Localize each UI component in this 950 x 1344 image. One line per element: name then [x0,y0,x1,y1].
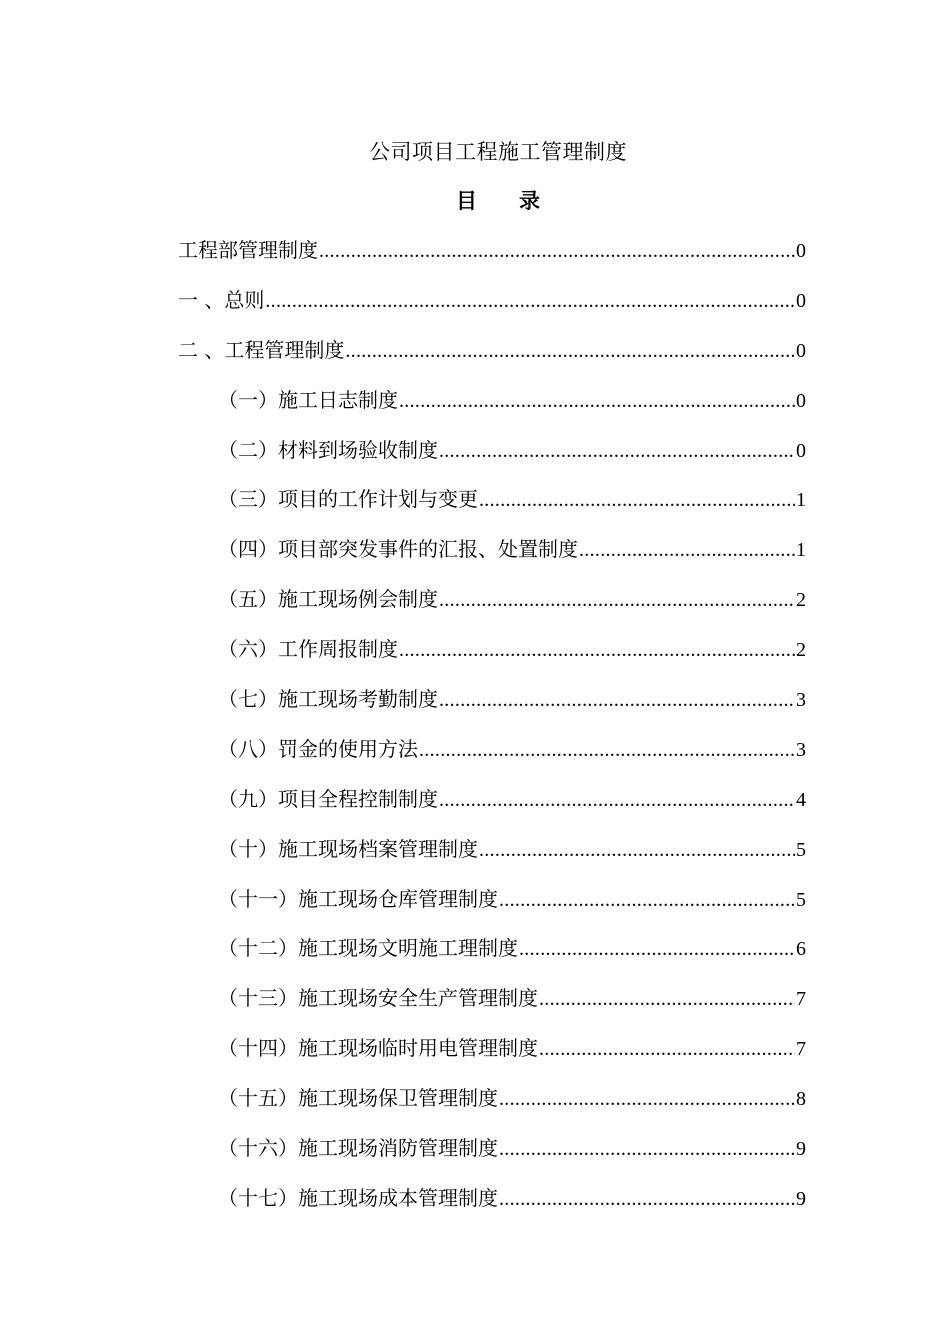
toc-entry-label[interactable]: （九）项目全程控制制度 [218,786,438,811]
toc-entry-label[interactable]: （三）项目的工作计划与变更 [218,487,478,512]
toc-entry[interactable] [178,335,806,385]
toc-entry-page-number: 8 [796,1088,806,1111]
toc-leader-dots [419,735,795,765]
toc-entry-page-number: 0 [796,339,806,362]
toc-entry-page-number: 9 [796,1138,806,1161]
toc-leader-dots [519,934,795,964]
toc-entry[interactable] [178,933,806,983]
toc-entry[interactable] [178,1133,806,1183]
toc-entry[interactable] [178,1183,806,1233]
toc-leader-dots [399,635,795,665]
toc-entry-page-number: 6 [796,938,806,961]
toc-entry-page-number: 2 [796,639,806,662]
toc-entry[interactable] [178,285,806,335]
toc-entry[interactable] [178,734,806,784]
toc-entry-page-number: 1 [796,539,806,562]
toc-heading-right: 录 [519,188,540,213]
toc-entry-page-number: 2 [796,589,806,612]
toc-leader-dots [579,535,795,565]
toc-entry[interactable] [178,534,806,584]
toc-leader-dots [479,835,795,865]
toc-entry-label[interactable]: （十六）施工现场消防管理制度 [218,1136,498,1161]
toc-entry-label[interactable]: 二 、工程管理制度 [178,337,345,362]
toc-leader-dots [439,685,795,715]
toc-entry-label[interactable]: 工程部管理制度 [178,238,318,262]
toc-entry-page-number: 7 [796,988,806,1011]
toc-entry-page-number: 3 [796,689,806,712]
toc-entry[interactable] [178,435,806,485]
toc-entry-label[interactable]: （十）施工现场档案管理制度 [218,836,478,861]
toc-entry[interactable] [178,584,806,634]
toc-leader-dots [345,336,795,366]
toc-entry-label[interactable]: 一 、总则 [178,287,265,312]
toc-leader-dots [539,1034,795,1064]
toc-leader-dots [439,585,795,615]
toc-entry-page-number: 0 [796,289,806,312]
toc-entry-label[interactable]: （四）项目部突发事件的汇报、处置制度 [218,537,578,562]
toc-leader-dots [265,286,795,316]
toc-leader-dots [499,1084,795,1114]
toc-entry-page-number: 4 [796,788,806,811]
toc-entry-page-number: 1 [796,489,806,512]
toc-entry-page-number: 7 [796,1038,806,1061]
toc-entry-label[interactable]: （二）材料到场验收制度 [218,437,438,462]
toc-entry-page-number: 0 [796,389,806,412]
toc-leader-dots [439,436,795,466]
toc-entry-label[interactable]: （十二）施工现场文明施工理制度 [218,936,518,961]
toc-entry-page-number: 0 [796,439,806,462]
toc-entry[interactable] [178,235,806,285]
toc-entry-label[interactable]: （十四）施工现场临时用电管理制度 [218,1036,538,1061]
toc-entry[interactable] [178,634,806,684]
toc-entry[interactable] [178,884,806,934]
toc-entry[interactable] [178,834,806,884]
toc-leader-dots [539,984,795,1014]
toc-leader-dots [319,236,795,266]
toc-entry-label[interactable]: （八）罚金的使用方法 [218,736,418,761]
toc-entry-label[interactable]: （六）工作周报制度 [218,637,398,662]
toc-entry-label[interactable]: （十七）施工现场成本管理制度 [218,1185,498,1210]
toc-entry[interactable] [178,385,806,435]
toc-leader-dots [479,485,795,515]
toc-entry[interactable] [178,484,806,534]
toc-entry[interactable] [178,1033,806,1083]
toc-entry-page-number: 3 [796,738,806,761]
document-title: 公司项目工程施工管理制度 [369,140,627,164]
toc-entry-page-number: 5 [796,888,806,911]
toc-entry[interactable] [178,1083,806,1133]
toc-leader-dots [499,885,795,915]
toc-entry-label[interactable]: （十三）施工现场安全生产管理制度 [218,986,538,1011]
toc-entry[interactable] [178,684,806,734]
toc-entry-page-number: 9 [796,1187,806,1210]
toc-entry-page-number: 5 [796,838,806,861]
toc-heading [0,186,950,216]
toc-leader-dots [499,1184,795,1214]
toc-leader-dots [399,386,795,416]
toc-leader-dots [439,785,795,815]
table-of-contents [178,235,806,1233]
toc-heading-left: 目 [456,188,477,213]
toc-entry-label[interactable]: （十一）施工现场仓库管理制度 [218,886,498,911]
toc-entry-page-number: 0 [796,240,806,262]
toc-entry-label[interactable]: （七）施工现场考勤制度 [218,687,438,712]
toc-entry[interactable] [178,784,806,834]
toc-entry-label[interactable]: （一）施工日志制度 [218,387,398,412]
toc-entry-label[interactable]: （十五）施工现场保卫管理制度 [218,1086,498,1111]
toc-entry[interactable] [178,983,806,1033]
toc-entry-label[interactable]: （五）施工现场例会制度 [218,587,438,612]
toc-leader-dots [499,1134,795,1164]
